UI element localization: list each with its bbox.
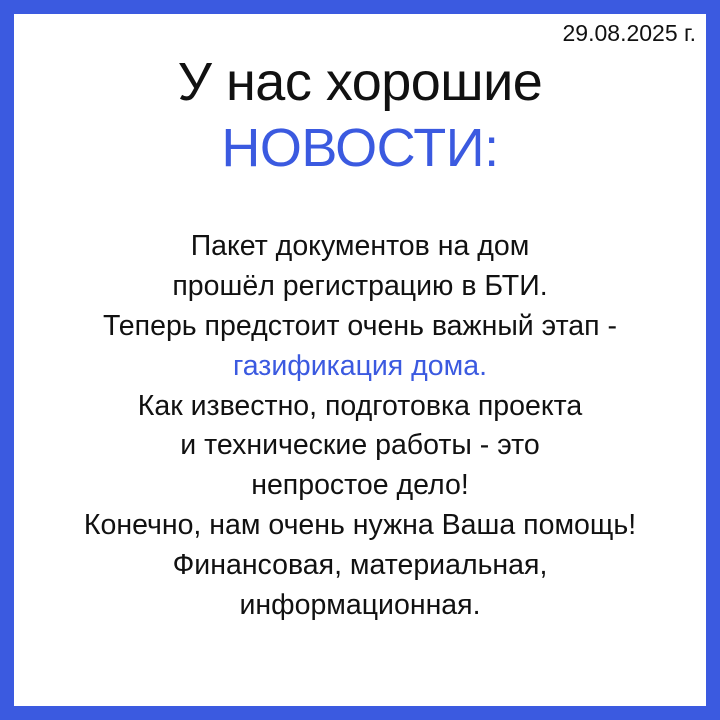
body-line: Финансовая, материальная, [172,549,548,582]
body-line: прошёл регистрацию в БТИ. [172,269,548,302]
poster-inner-frame [12,12,708,708]
body-line: Пакет документов на дом [190,229,530,262]
headline-line-1: У нас хорошие [177,52,543,112]
headline-line-2: НОВОСТИ: [221,118,499,179]
body-line: и технические работы - это [180,429,540,462]
body-line: Как известно, подготовка проекта [137,389,583,422]
body-line: Конечно, нам очень нужна Ваша помощь! [83,509,637,542]
body-line-highlight: газификация дома. [232,349,488,382]
poster-body [14,179,706,626]
poster-date: 29.08.2025 г. [562,20,696,46]
body-line: Теперь предстоит очень важный этап - [103,309,617,342]
body-line: непростое дело! [251,469,469,502]
body-line: информационная. [239,588,481,621]
